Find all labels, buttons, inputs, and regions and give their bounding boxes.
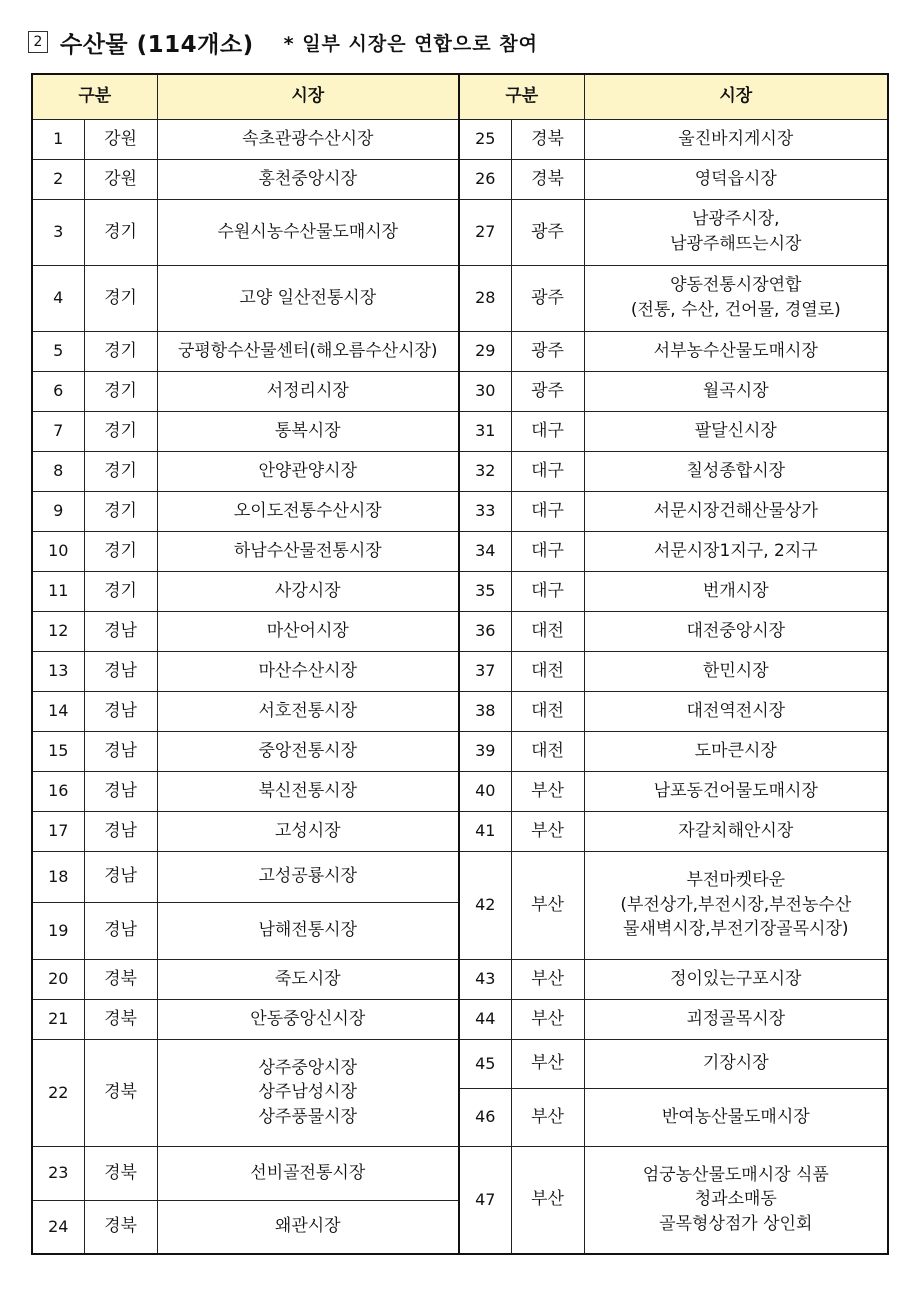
right-region-cell: 부산: [511, 1088, 584, 1146]
right-region-cell: 대구: [511, 451, 584, 491]
left-region-cell: 경남: [84, 811, 157, 851]
right-row-number: 32: [459, 451, 511, 491]
right-region-cell: 광주: [511, 199, 584, 265]
left-row-number: 22: [32, 1039, 84, 1146]
right-row-number: 38: [459, 691, 511, 731]
left-row-number: 14: [32, 691, 84, 731]
right-row-number: 31: [459, 411, 511, 451]
left-market-cell: 사강시장: [157, 571, 459, 611]
right-region-cell: 광주: [511, 371, 584, 411]
table-row: [32, 731, 888, 771]
right-market-cell: 월곡시장: [584, 371, 888, 411]
right-row-number: 42: [459, 851, 511, 959]
left-market-cell: 안양관양시장: [157, 451, 459, 491]
right-row-number: 45: [459, 1039, 511, 1088]
table-row: [32, 999, 888, 1039]
right-market-cell: 서부농수산물도매시장: [584, 331, 888, 371]
left-row-number: 19: [32, 902, 84, 959]
right-row-number: 33: [459, 491, 511, 531]
left-market-cell: 오이도전통수산시장: [157, 491, 459, 531]
left-market-cell: 왜관시장: [157, 1200, 459, 1254]
left-market-cell: 중앙전통시장: [157, 731, 459, 771]
table-row: [32, 531, 888, 571]
left-region-cell: 강원: [84, 119, 157, 159]
left-row-number: 20: [32, 959, 84, 999]
left-region-cell: 경북: [84, 999, 157, 1039]
left-row-number: 9: [32, 491, 84, 531]
left-row-number: 11: [32, 571, 84, 611]
left-row-number: 2: [32, 159, 84, 199]
left-row-number: 12: [32, 611, 84, 651]
right-market-cell: 반여농산물도매시장: [584, 1088, 888, 1146]
left-market-cell: 남해전통시장: [157, 902, 459, 959]
left-row-number: 24: [32, 1200, 84, 1254]
left-row-number: 5: [32, 331, 84, 371]
left-market-cell: 고성공룡시장: [157, 851, 459, 902]
right-region-cell: 경북: [511, 119, 584, 159]
right-region-cell: 대전: [511, 691, 584, 731]
left-region-cell: 경기: [84, 371, 157, 411]
header-row: [32, 74, 888, 119]
left-region-cell: 경기: [84, 451, 157, 491]
left-market-cell: 통복시장: [157, 411, 459, 451]
table-row: [32, 691, 888, 731]
section-title: 수산물 (114개소): [60, 31, 254, 58]
right-market-cell: 정이있는구포시장: [584, 959, 888, 999]
right-market-cell: 팔달신시장: [584, 411, 888, 451]
left-region-cell: 경남: [84, 851, 157, 902]
left-row-number: 6: [32, 371, 84, 411]
left-row-number: 23: [32, 1146, 84, 1200]
right-market-cell: 양동전통시장연합 (전통, 수산, 건어물, 경열로): [584, 265, 888, 331]
left-region-cell: 경남: [84, 731, 157, 771]
table-row: [32, 199, 888, 265]
left-market-cell: 죽도시장: [157, 959, 459, 999]
right-region-cell: 부산: [511, 851, 584, 959]
table-row: [32, 651, 888, 691]
table-row: [32, 1039, 888, 1088]
left-market-cell: 수원시농수산물도매시장: [157, 199, 459, 265]
right-market-cell: 괴정골목시장: [584, 999, 888, 1039]
left-row-number: 8: [32, 451, 84, 491]
right-market-header: 시장: [584, 74, 888, 119]
left-row-number: 10: [32, 531, 84, 571]
left-region-cell: 경남: [84, 611, 157, 651]
table-row: [32, 331, 888, 371]
left-row-number: 13: [32, 651, 84, 691]
left-row-number: 18: [32, 851, 84, 902]
right-region-cell: 경북: [511, 159, 584, 199]
market-table: [31, 73, 889, 1255]
right-region-cell: 광주: [511, 265, 584, 331]
right-region-cell: 대전: [511, 611, 584, 651]
left-region-cell: 강원: [84, 159, 157, 199]
left-region-cell: 경남: [84, 902, 157, 959]
right-market-cell: 서문시장1지구, 2지구: [584, 531, 888, 571]
right-market-cell: 대전역전시장: [584, 691, 888, 731]
right-row-number: 34: [459, 531, 511, 571]
left-market-cell: 홍천중앙시장: [157, 159, 459, 199]
right-row-number: 27: [459, 199, 511, 265]
right-row-number: 25: [459, 119, 511, 159]
left-region-cell: 경북: [84, 959, 157, 999]
right-market-cell: 자갈치해안시장: [584, 811, 888, 851]
table-row: [32, 811, 888, 851]
left-region-cell: 경기: [84, 491, 157, 531]
left-row-number: 7: [32, 411, 84, 451]
right-row-number: 29: [459, 331, 511, 371]
right-region-cell: 부산: [511, 959, 584, 999]
left-market-cell: 궁평항수산물센터(해오름수산시장): [157, 331, 459, 371]
section-number-box: 2: [28, 31, 48, 53]
right-market-cell: 기장시장: [584, 1039, 888, 1088]
right-row-number: 39: [459, 731, 511, 771]
table-row: [32, 451, 888, 491]
right-market-cell: 부전마켓타운 (부전상가,부전시장,부전농수산 물새벽시장,부전기장골목시장): [584, 851, 888, 959]
table-row: [32, 959, 888, 999]
table-row: [32, 119, 888, 159]
left-market-cell: 마산어시장: [157, 611, 459, 651]
left-region-cell: 경기: [84, 531, 157, 571]
right-market-cell: 한민시장: [584, 651, 888, 691]
right-market-cell: 도마큰시장: [584, 731, 888, 771]
right-market-cell: 엄궁농산물도매시장 식품 청과소매동 골목형상점가 상인회: [584, 1146, 888, 1254]
right-region-cell: 부산: [511, 1039, 584, 1088]
left-market-cell: 마산수산시장: [157, 651, 459, 691]
left-market-cell: 고성시장: [157, 811, 459, 851]
table-row: [32, 571, 888, 611]
table-row: [32, 265, 888, 331]
table-row: [32, 771, 888, 811]
table-row: [32, 491, 888, 531]
right-region-cell: 대전: [511, 731, 584, 771]
right-row-number: 37: [459, 651, 511, 691]
right-region-cell: 부산: [511, 999, 584, 1039]
left-region-cell: 경기: [84, 411, 157, 451]
left-market-cell: 속초관광수산시장: [157, 119, 459, 159]
left-market-cell: 고양 일산전통시장: [157, 265, 459, 331]
left-region-cell: 경남: [84, 691, 157, 731]
right-group-header: 구분: [459, 74, 584, 119]
left-region-cell: 경남: [84, 771, 157, 811]
right-market-cell: 울진바지게시장: [584, 119, 888, 159]
right-region-cell: 대전: [511, 651, 584, 691]
right-market-cell: 서문시장건해산물상가: [584, 491, 888, 531]
left-row-number: 21: [32, 999, 84, 1039]
left-region-cell: 경북: [84, 1039, 157, 1146]
right-region-cell: 부산: [511, 1146, 584, 1254]
table-row: [32, 1146, 888, 1200]
left-market-cell: 서호전통시장: [157, 691, 459, 731]
left-region-cell: 경기: [84, 199, 157, 265]
table-row: [32, 851, 888, 902]
left-market-cell: 하남수산물전통시장: [157, 531, 459, 571]
right-region-cell: 부산: [511, 811, 584, 851]
left-row-number: 15: [32, 731, 84, 771]
right-row-number: 28: [459, 265, 511, 331]
left-market-cell: 상주중앙시장 상주남성시장 상주풍물시장: [157, 1039, 459, 1146]
right-row-number: 26: [459, 159, 511, 199]
right-market-cell: 대전중앙시장: [584, 611, 888, 651]
left-row-number: 1: [32, 119, 84, 159]
table-row: [32, 159, 888, 199]
left-region-cell: 경기: [84, 571, 157, 611]
right-row-number: 44: [459, 999, 511, 1039]
table-row: [32, 611, 888, 651]
section-heading: [28, 22, 538, 62]
left-row-number: 3: [32, 199, 84, 265]
right-row-number: 43: [459, 959, 511, 999]
left-row-number: 16: [32, 771, 84, 811]
left-region-cell: 경북: [84, 1146, 157, 1200]
right-region-cell: 대구: [511, 531, 584, 571]
section-note: * 일부 시장은 연합으로 참여: [283, 32, 538, 55]
left-market-cell: 서정리시장: [157, 371, 459, 411]
right-market-cell: 남광주시장, 남광주해뜨는시장: [584, 199, 888, 265]
left-market-cell: 안동중앙신시장: [157, 999, 459, 1039]
right-row-number: 47: [459, 1146, 511, 1254]
right-row-number: 40: [459, 771, 511, 811]
table-row: [32, 411, 888, 451]
left-region-cell: 경기: [84, 331, 157, 371]
right-row-number: 35: [459, 571, 511, 611]
right-region-cell: 대구: [511, 491, 584, 531]
left-market-cell: 선비골전통시장: [157, 1146, 459, 1200]
right-row-number: 41: [459, 811, 511, 851]
right-region-cell: 광주: [511, 331, 584, 371]
left-region-cell: 경북: [84, 1200, 157, 1254]
left-market-cell: 북신전통시장: [157, 771, 459, 811]
right-market-cell: 영덕읍시장: [584, 159, 888, 199]
right-row-number: 30: [459, 371, 511, 411]
right-market-cell: 칠성종합시장: [584, 451, 888, 491]
right-region-cell: 대구: [511, 571, 584, 611]
right-market-cell: 번개시장: [584, 571, 888, 611]
right-market-cell: 남포동건어물도매시장: [584, 771, 888, 811]
left-row-number: 17: [32, 811, 84, 851]
right-region-cell: 대구: [511, 411, 584, 451]
left-region-cell: 경기: [84, 265, 157, 331]
right-row-number: 46: [459, 1088, 511, 1146]
left-market-header: 시장: [157, 74, 459, 119]
table-row: [32, 371, 888, 411]
left-row-number: 4: [32, 265, 84, 331]
right-region-cell: 부산: [511, 771, 584, 811]
right-row-number: 36: [459, 611, 511, 651]
left-group-header: 구분: [32, 74, 157, 119]
left-region-cell: 경남: [84, 651, 157, 691]
